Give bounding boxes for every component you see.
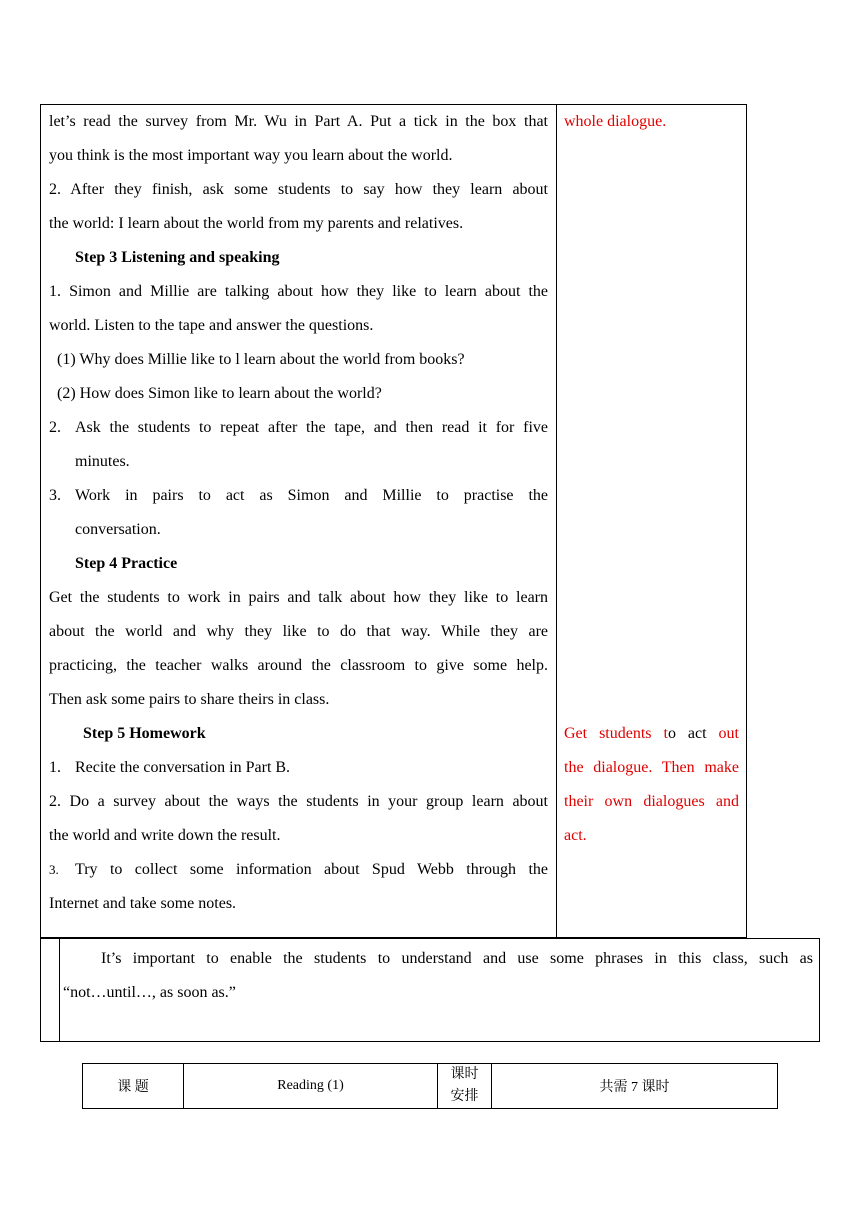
schedule-label: [438, 1064, 491, 1108]
text-line: about the world and why they like to do that way. While they are: [49, 623, 548, 640]
list-text: Ask the students to repeat after the tape, and then read it for five: [75, 419, 548, 436]
list-item: [49, 853, 548, 887]
list-item: [49, 751, 548, 785]
list-number: 1.: [49, 759, 61, 776]
question-2: (2) How does Simon like to learn about the world?: [57, 385, 382, 402]
list-number: 2.: [49, 419, 61, 436]
note-fragment: Get students t: [564, 725, 668, 742]
list-text: Recite the conversation in Part B.: [75, 759, 291, 776]
text-line: Get the students to work in pairs and talk about how they like to learn: [49, 589, 548, 606]
reflection-line: “not…until…, as soon as.”: [63, 984, 236, 1001]
text-line: 2. After they finish, ask some students to say how they learn about: [49, 181, 548, 198]
note-line: act.: [564, 827, 587, 844]
note-text: whole dialogue.: [564, 113, 667, 130]
note-line: their own dialogues and: [564, 793, 739, 810]
text-line: 2. Do a survey about the ways the students in your group learn about: [49, 793, 548, 810]
text-line: Then ask some pairs to share theirs in class.: [49, 691, 330, 708]
question-1: (1) Why does Millie like to l learn about the world from books?: [57, 351, 465, 368]
list-item: [49, 411, 548, 445]
list-text: Work in pairs to act as Simon and Millie to practise the: [75, 487, 548, 504]
schedule-label-line: 安排: [450, 1089, 479, 1104]
list-item: [49, 479, 548, 513]
text-line: practicing, the teacher walks around the classroom to give some help.: [49, 657, 548, 674]
note-fragment: o act: [667, 725, 707, 742]
text-line: Internet and take some notes.: [49, 895, 237, 912]
step-4-heading: Step 4 Practice: [75, 555, 178, 572]
lesson-plan-table: [40, 104, 747, 938]
reflection-text: [63, 942, 813, 1010]
topic-value: Reading (1): [277, 1078, 344, 1093]
note-line: the dialogue. Then make: [564, 759, 739, 776]
column-divider: [556, 105, 557, 937]
reflection-divider: [59, 939, 60, 1041]
text-line: the world and write down the result.: [49, 827, 281, 844]
reflection-line: It’s important to enable the students to understand and use some phrases in this class, such as: [101, 950, 813, 967]
text-line: you think is the most important way you learn about the world.: [49, 147, 453, 164]
reflection-box: [40, 938, 820, 1042]
note-line: [564, 717, 739, 751]
text-line: let’s read the survey from Mr. Wu in Part A. Put a tick in the box that: [49, 113, 548, 130]
list-number: 3.: [49, 487, 61, 504]
list-text: Try to collect some information about Spud Webb through the: [75, 861, 548, 878]
schedule-value: 共需 7 课时: [599, 1080, 670, 1095]
text-line: 1. Simon and Millie are talking about how they like to learn about the: [49, 283, 548, 300]
procedure-column: [49, 105, 548, 921]
list-number: 3.: [49, 862, 59, 877]
text-line: the world: I learn about the world from my parents and relatives.: [49, 215, 464, 232]
note-fragment: out: [706, 725, 739, 742]
text-line: world. Listen to the tape and answer the questions.: [49, 317, 374, 334]
step-3-heading: Step 3 Listening and speaking: [75, 249, 280, 266]
notes-column-bottom: [564, 717, 739, 853]
notes-column-top: [564, 105, 739, 139]
lesson-info-table: [82, 1063, 778, 1109]
text-line: minutes.: [75, 453, 130, 470]
text-line: conversation.: [75, 521, 161, 538]
topic-label: 课 题: [117, 1080, 149, 1095]
schedule-label-line: 课时: [450, 1067, 479, 1082]
step-5-heading: Step 5 Homework: [83, 725, 206, 742]
